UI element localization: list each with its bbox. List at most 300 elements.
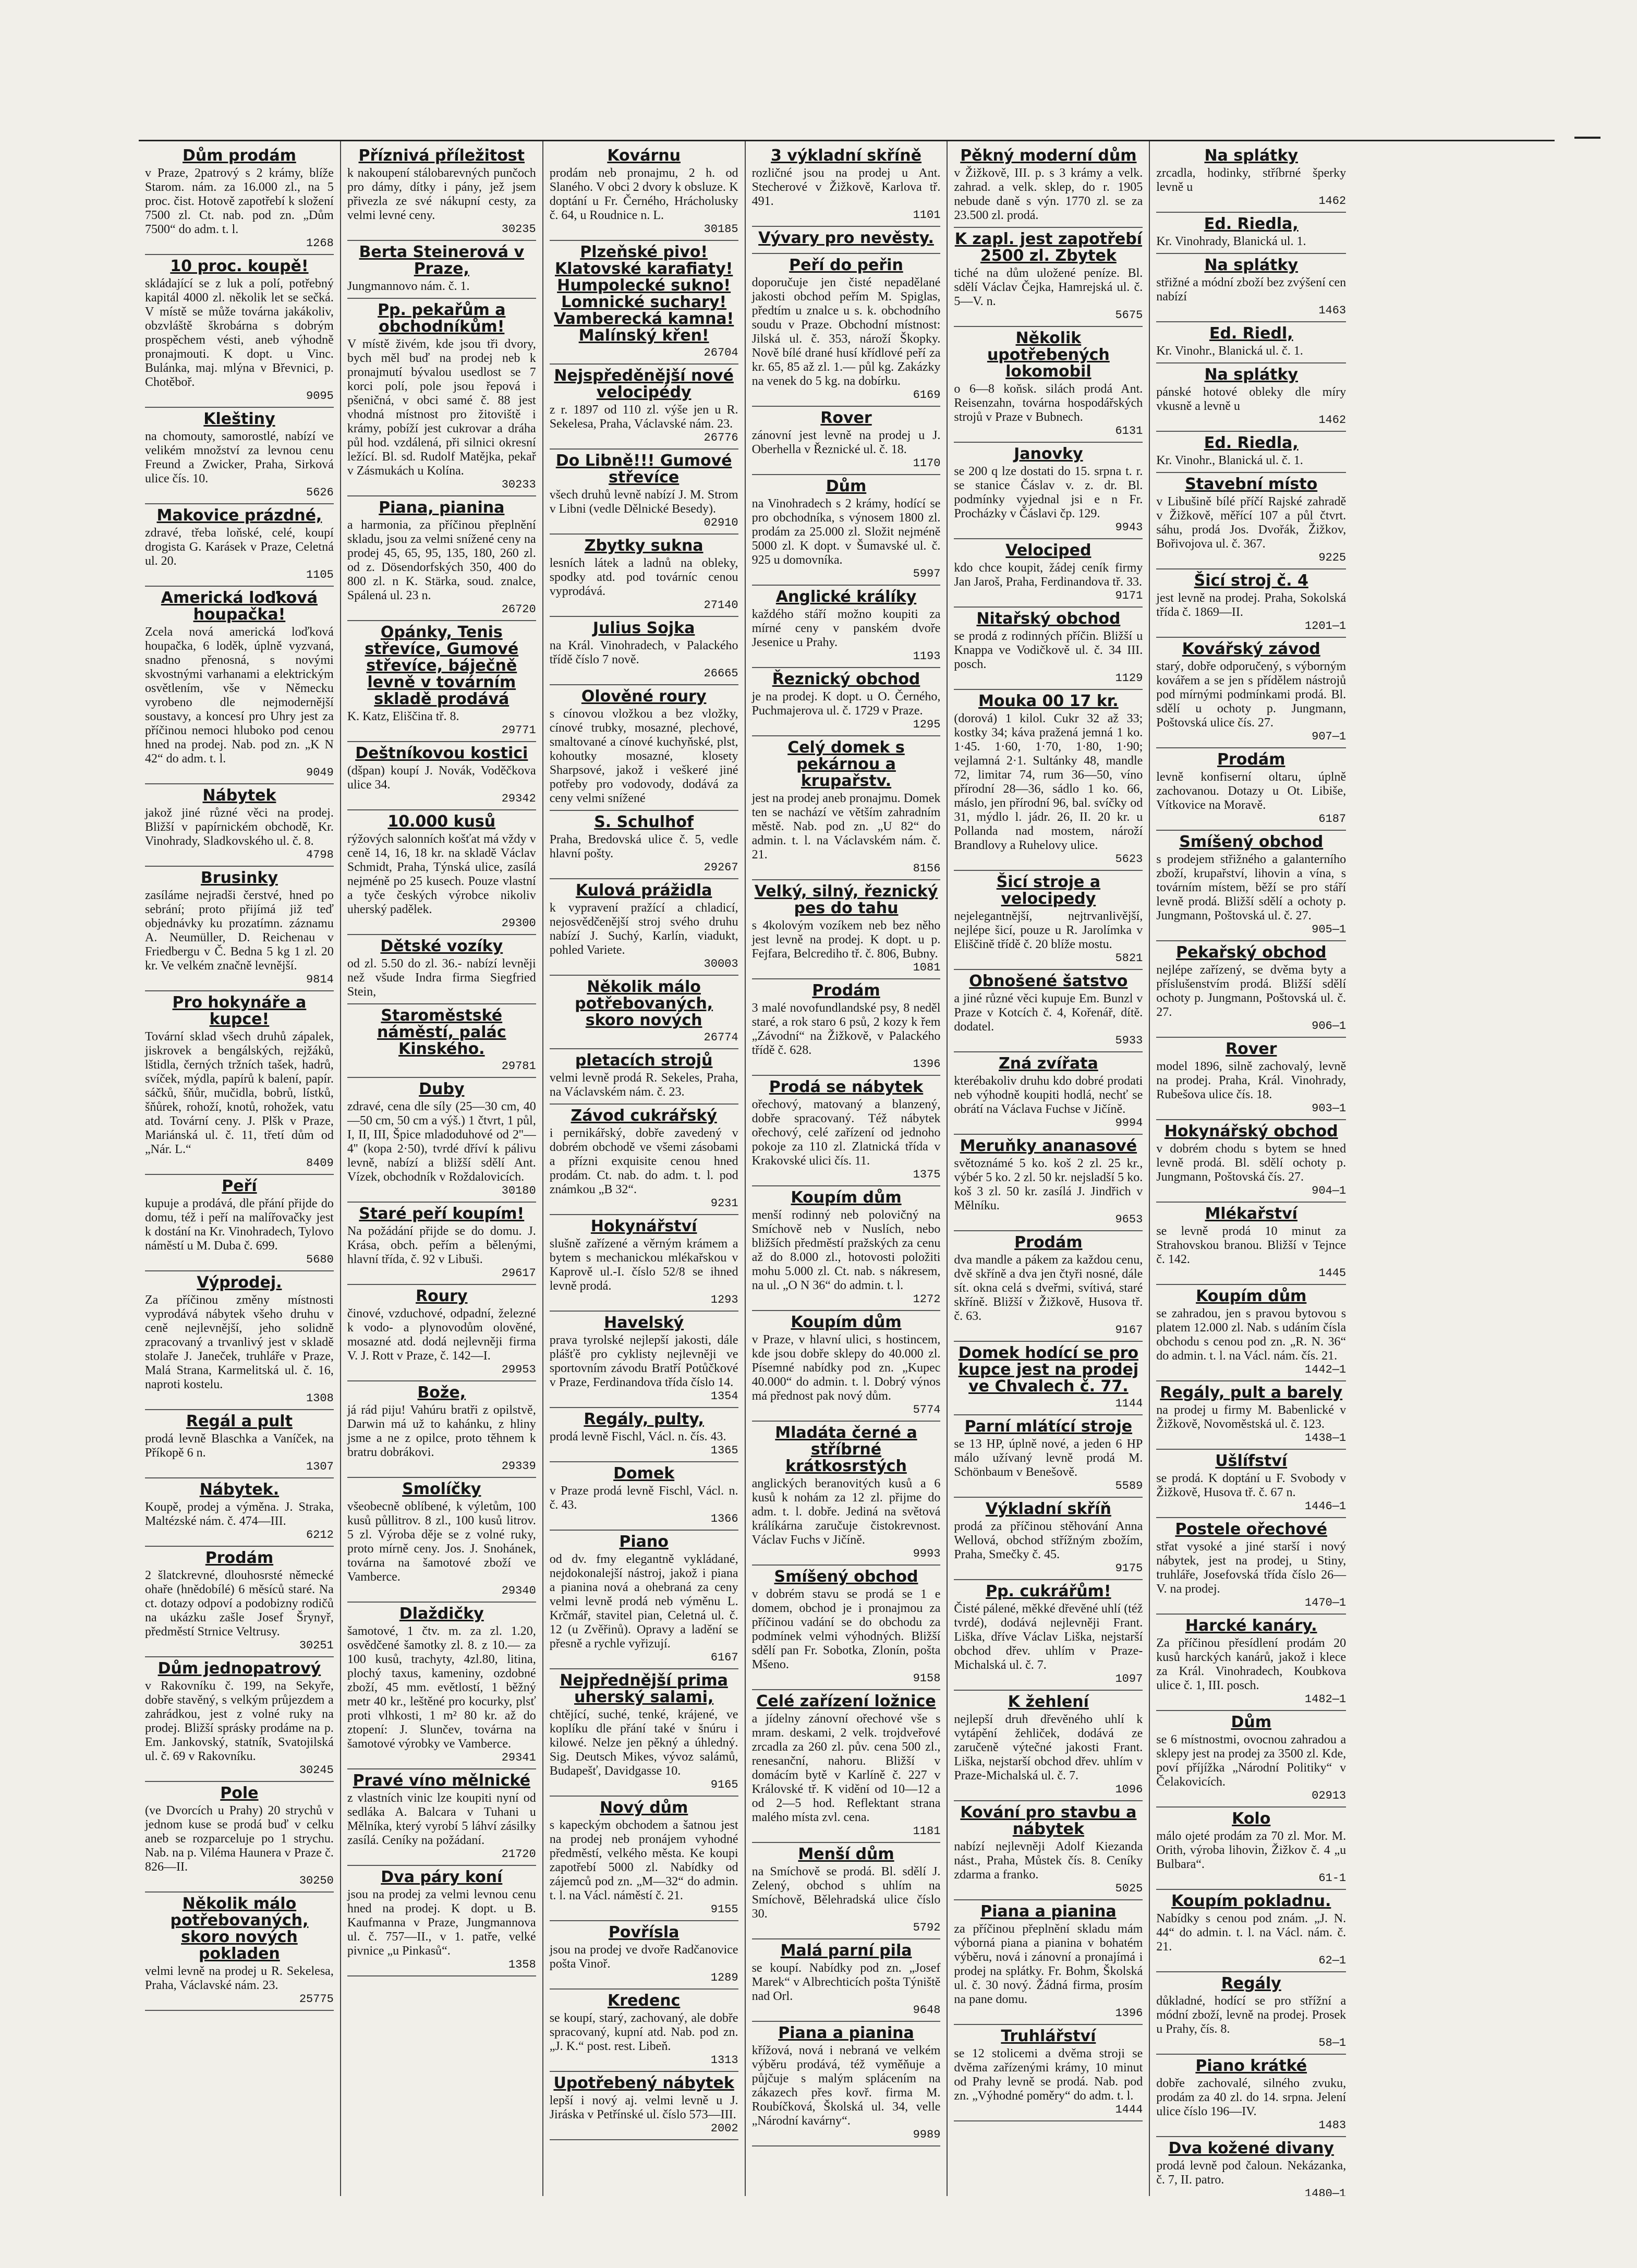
classified-ad	[550, 1408, 738, 1462]
ad-text: na chomouty, samorostlé, nabízí ve velikém množství za levnou cenu Freund a Zwicker, Praha, Sirková ulice čís. 10.	[145, 430, 334, 486]
classified-ad	[954, 1900, 1143, 2025]
ad-heading: Dům prodám	[183, 147, 296, 165]
ad-heading: Zbytky sukna	[584, 537, 704, 555]
ad-heading: Nejspředěnější nové velocipédy	[554, 367, 734, 402]
ad-text: s prodejem střižného a galanterního zboží, krupařství, lihovin a vína, s továrním místem, běží se pro stáří levně prodá. Bližší sdělí a ochoty p. Jungmann, Poštovská ul. č. 27.	[1156, 853, 1347, 923]
ad-number: 5792	[913, 1921, 941, 1934]
classified-ad	[550, 1531, 738, 1669]
ad-number: 29617	[501, 1267, 536, 1280]
ad-number: 30180	[501, 1184, 536, 1197]
classified-ad	[1156, 1615, 1346, 1711]
ad-number: 9653	[1115, 1213, 1143, 1226]
ad-heading: Dům jednopatrový	[157, 1659, 321, 1678]
ad-number: 1366	[710, 1512, 738, 1525]
ad-heading: Dva páry koní	[381, 1868, 503, 1886]
ad-number: 5680	[306, 1253, 334, 1266]
classified-ad	[752, 407, 941, 475]
ad-number: 1170	[913, 457, 941, 470]
ad-heading: Hokynářství	[590, 1217, 697, 1235]
ad-text: na Smíchově se prodá. Bl. sdělí J. Zelený, obchod s uhlím na Smíchově, Bělehradská ulice číslo 30.	[751, 1865, 941, 1921]
ad-text: kdo chce koupit, žádej ceník firmy Jan Jaroš, Praha, Ferdinandova tř. 33.	[954, 561, 1143, 589]
classified-ad	[550, 2072, 738, 2140]
classified-ad	[954, 228, 1143, 327]
ad-text: (dorová) 1 kilol. Cukr 32 až 33; kostky 34; káva pražená jemná 1 ko. 1·45. 1·60, 1·70, 1·80, 1·90; vejlamná 2·1. Sultánky 48, mandle 72, limitar 74, rum 36—50, víno přírodní 28—36, sádlo 1 ko. 66, máslo, jen přírodní 96, bal. svíčky od 31, mýdlo l. jádr. 26, II. 20 kr. u Pollanda nad mostem, nároží Brandlovy a Ruhelovy ulice.	[954, 712, 1143, 852]
classified-ad	[1156, 1711, 1346, 1808]
ad-number: 5933	[1115, 1034, 1143, 1047]
ad-text: je na prodej. K dopt. u O. Černého, Puchmajerova ul. č. 1729 v Praze.	[751, 690, 941, 718]
classified-ad	[1156, 569, 1346, 638]
ad-heading: Dva kožené divany	[1168, 2139, 1334, 2157]
ad-number: 30185	[704, 223, 738, 236]
classified-ad	[347, 1078, 536, 1203]
ad-heading: Havelský	[604, 1314, 684, 1332]
classified-ad	[550, 811, 738, 879]
ad-heading: Pp. pekařům a obchodníkům!	[378, 301, 506, 336]
classified-ad	[1156, 254, 1346, 322]
ad-text: se zahradou, jen s pravou bytovou s platem 12.000 zl. Nab. s udáním čísla obchodu s cenou pod zn. „R. N. 36“ do admin. t. l. na Václ. nám. čís. 21.	[1156, 1307, 1347, 1363]
ad-heading: Na splátky	[1204, 147, 1298, 165]
classified-ad	[145, 867, 334, 991]
ad-heading: Kredenc	[607, 1992, 681, 2010]
classified-ad	[347, 1285, 536, 1381]
ad-heading: Regály, pulty,	[584, 1410, 704, 1428]
classified-ad	[1156, 831, 1346, 941]
classified-ad	[145, 1271, 334, 1410]
ad-heading: Nový dům	[599, 1799, 688, 1817]
classified-ad	[550, 1990, 738, 2072]
ad-heading: Piana, pianina	[379, 499, 505, 517]
ad-text: dva mandle a pákem za každou cenu, dvě skříně a dva jen čtyři nosné, dále sít. okna celá s dveřmi, svítivá, staré skříně. Bližší v Žižkově, Husova tř. č. 63.	[954, 1253, 1143, 1323]
ad-number: 30245	[299, 1764, 334, 1777]
ad-number: 29267	[704, 861, 738, 874]
classified-ad	[145, 1657, 334, 1782]
ad-heading: Staroměstské náměstí, palác Kinského.	[377, 1006, 506, 1058]
ad-text: šamotové, 1 čtv. m. za zl. 1.20, osvědčené šamotky zl. 8. z 10.— za 100 kusů, trachyty, 4zl.80, litina, plochý taxus, kameniny, ozdobné zboží, 45 mm. evětlostí, 1 běžný metr 40 kr., leštěné pro kocurky, plsť proti vlhkosti, 1 m² 80 kr. až do ztopení: J. Slunčev, továrna na šamotové výrobky ve Vamberce.	[347, 1624, 536, 1751]
ad-number: 907—1	[1312, 730, 1347, 743]
classified-ad	[550, 450, 738, 535]
ad-heading: Pp. cukrářům!	[986, 1582, 1111, 1600]
ad-heading: Koupím dům	[791, 1313, 902, 1331]
ad-heading: Bože,	[417, 1384, 466, 1402]
ad-text: zasíláme nejradši čerstvé, hned po sebrání; proto přijímá již teď objednávky ku prozatímn. záznamu A. Neumüller, D. Reichenau v Friedbergu v Č. Bedna 5 kg 1 zl. 20 kr. Ve velkém značně levnější.	[145, 889, 334, 973]
ad-heading: Koupím pokladnu.	[1171, 1892, 1331, 1910]
ad-number: 2002	[710, 2122, 738, 2135]
ad-heading: Celé zařízení ložnice	[756, 1692, 936, 1711]
classified-columns	[139, 140, 1555, 2196]
classified-ad	[145, 144, 334, 255]
ad-number: 9648	[913, 2004, 941, 2017]
ad-text: z r. 1897 od 110 zl. výše jen u R. Sekelesa, Praha, Václavské nám. 23.	[549, 403, 738, 431]
ad-number: 1442—1	[1304, 1363, 1347, 1376]
ad-text: Na požádání přijde se do domu. J. Krása, obch. peřím a bělenými, hlavní třída, č. 92 v Libuši.	[347, 1224, 536, 1266]
classified-ad	[1156, 1972, 1346, 2055]
classified-ad	[550, 685, 738, 811]
ad-heading: Meruňky ananasové	[960, 1137, 1137, 1155]
column-4	[746, 141, 948, 2196]
ad-number: 1365	[710, 1444, 738, 1457]
classified-ad	[1156, 473, 1346, 569]
classified-ad	[347, 1603, 536, 1769]
ad-number: 1358	[508, 1958, 536, 1971]
ad-number: 26720	[501, 603, 536, 616]
ad-text: na Král. Vinohradech, v Palackého třídě číslo 7 nově.	[549, 639, 738, 666]
ad-text: k vypravení pražící a chladicí, nejosvědčenější stroj svého druhu nabízí J. Suchý, Karlín, viadukt, pohled Variete.	[549, 901, 738, 957]
ad-number: 9943	[1115, 521, 1143, 534]
ad-text: velmi levně na prodej u R. Sekelesa, Praha, Václavské nám. 23.	[145, 1964, 334, 1992]
ad-heading: Mouka 00 17 kr.	[978, 692, 1119, 710]
ad-heading: Dům	[826, 477, 867, 495]
ad-text: Kr. Vinohrady, Blanická ul. 1.	[1156, 235, 1306, 248]
classified-ad	[550, 535, 738, 617]
ad-text: Praha, Bredovská ulice č. 5, vedle hlavní pošty.	[549, 833, 738, 860]
ad-text: důkladné, hodící se pro střížní a módní zboží, levně na prodej. Prosek u Prahy, čís. 8.	[1156, 1994, 1347, 2036]
ad-number: 9175	[1115, 1562, 1143, 1575]
ad-number: 9231	[710, 1197, 738, 1210]
ad-number: 5997	[913, 567, 941, 580]
ad-heading: Nábytek	[202, 786, 276, 805]
ad-text: Koupě, prodej a výměna. J. Straka, Maltézské nám. č. 474—III.	[145, 1500, 334, 1528]
ad-text: i pernikářský, dobře zavedený v dobrém obchodě ve všemi zásobami a přízni exquisite cenou hned prodám. Ct. nab. do adm. t. l. pod známkou „B 32“.	[549, 1126, 738, 1196]
classified-ad	[1156, 1518, 1346, 1615]
ad-text: v Žižkově, III. p. s 3 krámy a velk. zahrad. a velk. sklep, do r. 1905 nebude daně s výn. 1770 zl. se za 23.500 zl. prodá.	[954, 166, 1143, 222]
ad-text: Kr. Vinohr., Blanická ul. č. 1.	[1156, 344, 1303, 358]
ad-heading: Ed. Riedla,	[1204, 434, 1299, 452]
ad-number: 1307	[306, 1460, 334, 1473]
ad-heading: Na splátky	[1204, 256, 1298, 274]
classified-ad	[550, 1797, 738, 1921]
ad-heading: Prodám	[1014, 1233, 1083, 1252]
ad-heading: Plzeňské pivo! Klatovské karafiaty! Humpolecké sukno! Lomnické suchary! Vamberecká kamna! Malínský křen!	[554, 243, 734, 345]
ad-heading: Kovářský závod	[1182, 640, 1320, 658]
classified-ad	[954, 443, 1143, 539]
ad-text: a harmonia, za příčinou přeplnění skladu, jsou za velmi snížené ceny na prodej 45, 65, 95, 135, 180, 260 zl. od z. Dösendorfských 350, 400 do 800 zl. n K. Stärka, soud. znalce, Spálená ul. 23 n.	[347, 518, 536, 602]
classified-ad	[1156, 941, 1346, 1038]
ad-number: 1129	[1115, 672, 1143, 685]
classified-ad	[752, 1311, 941, 1422]
ad-number: 1463	[1318, 304, 1347, 317]
ad-heading: Pole	[220, 1784, 259, 1802]
ad-text: prodá levně Fischl, Václ. n. čís. 43.	[549, 1430, 726, 1444]
classified-ad	[1156, 1808, 1346, 1890]
ad-heading: Vývary pro nevěsty.	[758, 229, 934, 247]
classified-ad	[954, 871, 1143, 970]
ad-heading: Smíšený obchod	[774, 1568, 918, 1586]
ad-text: doporučuje jen čisté nepadělané jakosti obchod peřím M. Spiglas, předtím u znalce u s. k. obchodního soudu v Praze. Obchodní místnost: Jilská ul. č. 353, nároží Škopky. Nově bílé drané husí křídlové peří za kr. 65, 85 až zl. 1.— půl kg. Zakázky na venek do 5 kg. na dobírku.	[751, 276, 941, 388]
ad-text: Kr. Vinohr., Blanická ul. č. 1.	[1156, 454, 1303, 467]
classified-ad	[550, 1312, 738, 1408]
ad-number: 4798	[306, 848, 334, 862]
ad-text: Jungmannovo nám. č. 1.	[347, 280, 470, 293]
column-6	[1150, 141, 1352, 2196]
ad-text: málo ojeté prodám za 70 zl. Mor. M. Orith, výroba lihovin, Žižkov č. 4 „u Bulbara“.	[1156, 1829, 1347, 1871]
ad-number: 9165	[710, 1778, 738, 1791]
ad-text: od dv. fmy elegantně vykládané, nejdokonalejší nástroj, jakož i piana a pianina nová a ohebraná za ceny velmi levně prodá neb výměnu L. Krčmář, stavitel pian, Celetná ul. č. 12 (u Zvěřinů). Opravy a ladění se přesně a rychle vyřizují.	[549, 1553, 738, 1651]
ad-text: kupuje a prodává, dle přání přijde do domu, též i peří na malířovačky jest k dostání na Kr. Vinohradech, Tylovo náměstí u M. Duba č. 699.	[145, 1197, 334, 1253]
ad-heading: Truhlářství	[1001, 2027, 1096, 2045]
classified-ad	[145, 587, 334, 784]
ad-heading: Šicí stroje a velocipedy	[996, 873, 1101, 908]
ad-number: 1462	[1318, 195, 1347, 208]
ad-text: zánovní jest levně na prodej u J. Oberhella v Řeznické ul. č. 18.	[751, 429, 941, 456]
ad-heading: Janovky	[1014, 445, 1083, 463]
classified-ad	[347, 1866, 536, 1976]
ad-text: nejelegantnější, nejtrvanlivější, nejlépe šicí, pouze u R. Jarolímka v Eliščině třídě č. 20 blíže mostu.	[954, 909, 1143, 951]
ad-text: zdravé, třeba loňské, celé, koupí drogista G. Karásek v Praze, Celetná ul. 20.	[145, 526, 334, 568]
ad-number: 29781	[501, 1060, 536, 1073]
ad-heading: Celý domek s pekárnou a krupařstv.	[787, 738, 905, 790]
ad-text: starý, dobře odporučený, s výborným kovářem a se jen s přídělem nástrojů pod mírnými podmínkami prodá. Bl. sdělí u ochoty p. Jungmann, Poštovská ulice čís. 27.	[1156, 660, 1347, 730]
ad-heading: Ušlífství	[1215, 1452, 1288, 1470]
classified-ad	[954, 2025, 1143, 2121]
ad-text: k nakoupení stálobarevných punčoch pro dámy, dítky i pány, jež jsem přivezla ze své nákupní cesty, za velmi levné ceny.	[347, 166, 536, 222]
ad-number: 5589	[1115, 1479, 1143, 1493]
column-5	[948, 141, 1150, 2196]
classified-ad	[550, 879, 738, 976]
ad-heading: Prodám	[205, 1549, 274, 1567]
classified-ad	[954, 1415, 1143, 1498]
ad-heading: Duby	[419, 1080, 465, 1098]
ad-heading: Piana a pianina	[778, 2024, 914, 2042]
ad-heading: Smíšený obchod	[1179, 833, 1324, 851]
ad-text: dobře zachovalé, silného zvuku, prodám za 40 zl. do 14. srpna. Jelení ulice číslo 196—IV.	[1156, 2077, 1347, 2118]
ad-text: prodá levně pod čaloun. Nekázanka, č. 7, II. patro.	[1156, 2159, 1347, 2187]
ad-number: 29341	[501, 1751, 536, 1764]
ad-number: 02913	[1312, 1789, 1347, 1802]
ad-text: Za příčinou změny místnosti vyprodává nábytek všeho druhu v ceně nejlevnější, jeho solidně zpracovaný a trvanlivý jest v skladě stolaře J. Janeček, truhláře v Praze, Malá Strana, Karmelitská ul. č. 16, naproti kostelu.	[145, 1293, 334, 1391]
ad-heading: Kulová prážidla	[575, 881, 712, 900]
ad-number: 906—1	[1312, 1020, 1347, 1033]
ad-number: 905—1	[1312, 923, 1347, 936]
ad-text: chtějící, suché, tenké, krájené, ve koplíku dle přání také v šnúru i kilowé. Nelze jen pěkný a úhledný. Sig. Deutsch Mikes, vývoz salámů, Budapešť, Davidgasse 10.	[549, 1708, 738, 1778]
ad-number: 1396	[913, 1058, 941, 1071]
ad-heading: Roury	[416, 1287, 468, 1305]
column-2	[341, 141, 543, 2196]
ad-text: rozličné jsou na prodej u Ant. Stecherové v Žižkově, Karlova tř. 491.	[751, 166, 941, 208]
classified-ad	[1156, 1203, 1346, 1285]
ad-heading: Julius Sojka	[592, 619, 695, 637]
classified-ad	[954, 608, 1143, 690]
classified-ad	[550, 1215, 738, 1312]
ad-text: každého stáří možno koupiti za mírné ceny v panském dvoře Jesenice u Prahy.	[751, 608, 941, 649]
classified-ad	[752, 736, 941, 880]
ad-number: 30251	[299, 1639, 334, 1652]
ad-text: velmi levně prodá R. Sekeles, Praha, na Václavském nám. č. 23.	[549, 1071, 738, 1099]
classified-ad	[1156, 1120, 1346, 1203]
ad-number: 1444	[1115, 2103, 1143, 2116]
ad-number: 30003	[704, 957, 738, 971]
ad-text: jsou na prodej za velmi levnou cenu hned na prodej. K dopt. u B. Kaufmanna v Praze, Jungmannova ul. č. 757—II., v 1. patře, velké pivnice „u Pinkasů“.	[347, 1888, 536, 1958]
classified-ad	[752, 1076, 941, 1186]
ad-heading: Povřísla	[608, 1923, 680, 1942]
ad-heading: Několik upotřebených lokomobil	[987, 329, 1110, 381]
ad-number: 1462	[1318, 414, 1347, 427]
classified-ad	[145, 1782, 334, 1893]
ad-text: křížová, nová i nebraná ve velkém výběru prodává, též vyměňuje a půjčuje s malým splácením na zákazech přes kovř. firma M. Roubíčková, Školská ul. 34, velle „Národní kavárny“.	[751, 2044, 941, 2128]
ad-text: z vlastních vinic lze koupiti nyní od sedláka A. Balcara v Tuhani u Mělníka, který vyrobí 5 láhví zásilky zasílá. Ceníky na požádaní.	[347, 1791, 536, 1847]
classified-ad	[347, 1203, 536, 1285]
ad-heading: Koupím dům	[1196, 1287, 1307, 1305]
ad-text: jsou na prodej ve dvoře Radčanovice pošta Vinoř.	[549, 1943, 738, 1971]
ad-heading: Anglické králíky	[775, 588, 917, 606]
classified-ad	[550, 617, 738, 685]
ad-heading: Malá parní pila	[780, 1942, 912, 1960]
ad-text: jest levně na prodej. Praha, Sokolská třída č. 1869—II.	[1156, 591, 1347, 619]
ad-number: 1354	[710, 1390, 738, 1403]
ad-number: 5623	[1115, 853, 1143, 866]
ad-number: 6187	[1318, 812, 1347, 826]
classified-ad	[752, 1566, 941, 1690]
ad-heading: 3 výkladní skříně	[770, 147, 922, 165]
ad-number: 1289	[710, 1971, 738, 1984]
ad-text: na prodej u firmy M. Babenlické v Žižkově, Novoměstská ul. č. 123.	[1156, 1403, 1347, 1431]
classified-ad	[347, 621, 536, 742]
classified-ad	[954, 1231, 1143, 1342]
ad-number: 1313	[710, 2054, 738, 2067]
classified-ad	[1156, 1450, 1346, 1518]
ad-number: 29953	[501, 1363, 536, 1376]
classified-ad	[145, 991, 334, 1175]
classified-ad	[954, 327, 1143, 443]
ad-number: 58—1	[1318, 2036, 1347, 2049]
classified-ad	[1156, 1038, 1346, 1120]
ad-heading: Domek hodící se pro kupce jest na prodej ve Chvalech č. 77.	[958, 1344, 1139, 1396]
ad-number: 9993	[913, 1547, 941, 1560]
classified-ad	[1156, 1381, 1346, 1450]
ad-number: 6131	[1115, 425, 1143, 438]
ad-number: 5821	[1115, 952, 1143, 965]
ad-number: 30250	[299, 1874, 334, 1887]
classified-ad	[145, 1478, 334, 1547]
ad-number: 9049	[306, 766, 334, 779]
ad-number: 9814	[306, 973, 334, 986]
classified-ad	[347, 241, 536, 299]
ad-heading: Výprodej.	[197, 1274, 282, 1292]
ad-heading: Brusinky	[200, 869, 278, 887]
ad-number: 8156	[913, 862, 941, 875]
ad-number: 26704	[704, 346, 738, 359]
ad-text: s kapeckým obchodem a šatnou jest na prodej neb pronájem vyhodné předměstí, velkého města. Ke koupi zapotřebí 5000 zl. Nabídky od zájemců pod zn. „M—32“ do admin. t. l. na Václ. náměstí č. 21.	[549, 1818, 738, 1902]
column-1	[139, 141, 341, 2196]
ad-heading: Prodám	[812, 981, 880, 1000]
ad-text: ořechový, matovaný a blanzený, dobře spracovaný. Též nábytek ořechový, celé zařízení od jednoho pokoje za 110 zl. Zlatnická třída v Krakovské ulici čís. 11.	[751, 1098, 941, 1168]
ad-number: 29340	[501, 1584, 536, 1597]
classified-ad	[954, 690, 1143, 871]
ad-number: 5675	[1115, 309, 1143, 322]
ad-heading: Pekařský obchod	[1175, 943, 1327, 962]
ad-number: 5025	[1115, 1882, 1143, 1895]
classified-ad	[145, 1547, 334, 1657]
ad-number: 1105	[306, 568, 334, 581]
ad-number: 6167	[710, 1651, 738, 1664]
ad-number: 5626	[306, 486, 334, 499]
ad-text: K. Katz, Eliščina tř. 8.	[347, 710, 459, 723]
ad-text: na Vinohradech s 2 krámy, hodící se pro obchodníka, s výnosem 1800 zl. prodám za 25.000 zl. Složit nejméně 5000 zl. K dopt. v Šumavské ul. č. 925 u domovníka.	[751, 497, 941, 567]
ad-heading: S. Schulhof	[594, 813, 694, 831]
classified-ad	[347, 144, 536, 241]
ad-number: 1483	[1318, 2119, 1347, 2132]
ad-text: pánské hotové obleky dle míry vkusně a levně u	[1156, 385, 1347, 413]
ad-heading: Nábytek.	[199, 1481, 280, 1499]
ad-number: 26665	[704, 667, 738, 680]
ad-text: nejlepší druh dřevěného uhlí k vytápění žehliček, dodává ze zaručeně výtečné jakosti Frant. Liška, nejstarší obchod dřev. uhlím v Praze-Michalská ul. č. 7.	[954, 1713, 1143, 1782]
ad-text: prodá za příčinou stěhování Anna Wellová, obchod střížným zbožím, Praha, Smečky č. 45.	[954, 1520, 1143, 1561]
classified-ad	[550, 365, 738, 450]
ad-heading: Olověné roury	[581, 687, 707, 706]
ad-heading: Stavební místo	[1185, 475, 1318, 493]
ad-number: 1293	[710, 1293, 738, 1306]
classified-ad	[550, 1049, 738, 1105]
ad-text: v Praze, 2patrový s 2 krámy, blíže Starom. nám. za 16.000 zl., na 5 proc. čist. Hotově zapotřebí k složení 7500 zl. Ct. nab. pod zn. „Dům 7500“ do adm. t. l.	[145, 166, 334, 236]
ad-number: 9989	[913, 2128, 941, 2141]
ad-number: 5774	[913, 1403, 941, 1416]
classified-ad	[954, 1342, 1143, 1415]
ad-heading: Kolo	[1232, 1810, 1271, 1828]
ad-heading: Harcké kanáry.	[1185, 1617, 1317, 1635]
classified-ad	[954, 1801, 1143, 1900]
ad-heading: Ed. Riedla,	[1204, 215, 1299, 233]
ad-text: 2 šlatckrevné, dlouhosrsté německé ohaře (hnědobílé) 6 měsíců staré. Na ct. dotazy odpoví a podobizny rodičů na ukázku zašle Josef Šrynyř, předměstí Strnice Veltrusy.	[145, 1569, 334, 1639]
classified-ad	[752, 586, 941, 668]
ad-heading: Pro hokynáře a kupce!	[172, 993, 307, 1028]
ad-heading: Dům	[1231, 1713, 1271, 1731]
classified-ad	[550, 1105, 738, 1215]
ad-heading: Dětské vozíky	[380, 937, 503, 955]
ad-text: v Rakovníku č. 199, na Sekyře, dobře stavěný, s velkým průjezdem a zahrádkou, jest z volné ruky na prodej. Bližší sprásky prodáme na p. Em. Jankovský, statník, Svatojilská ul. č. 69 v Rakovníku.	[145, 1679, 334, 1763]
ad-text: prodám neb pronajmu, 2 h. od Slaného. V obci 2 dvory k obsluze. K doptání u Fr. Černého, Hrácholusky č. 64, u Roudnice n. L.	[549, 166, 738, 222]
classified-ad	[1156, 322, 1346, 363]
classified-ad	[347, 810, 536, 935]
ad-text: se prodá z rodinných příčin. Bližší u Knappa ve Vodičkově ul. č. 34 III. posch.	[954, 629, 1143, 671]
classified-ad	[752, 1939, 941, 2022]
ad-heading: Příznivá příležitost	[358, 147, 525, 165]
ad-text: v Libušině bílé příčí Rajské zahradě v Žižkově, měřící 107 a půl čtvrt. sáhu, prodá Jos. Dvořák, Žižkov, Bořivojova ul. č. 367.	[1156, 495, 1347, 551]
classified-ad	[1156, 363, 1346, 432]
ad-number: 9171	[1115, 589, 1143, 602]
ad-text: Za příčinou přesídlení prodám 20 kusů harckých kanárů, jakož i klece za Král. Vinohradech, Koubkova ulice č. 1, III. posch.	[1156, 1636, 1347, 1692]
ad-text: se prodá. K doptání u F. Svobody v Žižkově, Husova tř. č. 67 n.	[1156, 1472, 1347, 1499]
ad-number: 9167	[1115, 1324, 1143, 1337]
ad-heading: Velký, silný, řeznický pes do tahu	[754, 882, 938, 917]
ad-number: 25775	[299, 1993, 334, 2006]
ad-text: anglických beranovitých kusů a 6 kusů k nohám za 12 zl. přijme do adm. t. l. dobře. Jediná na světová králíkárna zaručuje čistokrevnost. Václav Fuchs v Jičíně.	[751, 1477, 941, 1547]
classified-ad	[752, 1422, 941, 1566]
ad-text: V místě živém, kde jsou tři dvory, bych měl buď na prodej neb k pronajmutí bývalou usedlost se 7 korci polí, pole jsou řepová i pšeničná, v obci samé č. 88 jest vhodná místnost pro žitoviště i krámy, pobíží jest cukrovar a dráha půl hod. vzdálená, při silnici okresní ležící. Bl. sd. Rudolf Matějka, pekař v Zásmukách u Kolína.	[347, 337, 536, 478]
classified-ad	[752, 1186, 941, 1311]
ad-text: model 1896, silně zachovalý, levně na prodej. Praha, Král. Vinohrady, Rubešova ulice čís. 18.	[1156, 1060, 1347, 1101]
ad-text: Zcela nová americká loďková houpačka, 6 loděk, úplně vyzvaná, snadno přenosná, s novými skvostnými varhanami a elektrickým osvětlením, vše v Německu vyrobeno dle nejmodernější soustavy, a koncesí pro Uhry jest za příčinou nemoci hluboko pod cenou hned na prodej. Nab. pod zn. „K N 42“ do adm. t. l.	[145, 625, 334, 766]
ad-number: 1144	[1115, 1397, 1143, 1410]
classified-ad	[954, 144, 1143, 228]
ad-heading: Rover	[820, 409, 872, 427]
classified-ad	[954, 1135, 1143, 1231]
ad-number: 1445	[1318, 1267, 1347, 1280]
classified-ad	[145, 255, 334, 408]
ad-text: zrcadla, hodinky, stříbrné šperky levně u	[1156, 166, 1347, 194]
ad-heading: Peří	[222, 1177, 257, 1195]
classified-ad	[550, 1921, 738, 1990]
classified-ad	[145, 784, 334, 867]
ad-heading: Kování pro stavbu a nábytek	[960, 1803, 1137, 1838]
classified-ad	[954, 1052, 1143, 1135]
classified-ad	[752, 254, 941, 407]
ad-number: 27140	[704, 599, 738, 612]
ad-heading: Kovárnu	[607, 147, 681, 165]
classified-ad	[752, 475, 941, 586]
ad-heading: Peří do peřin	[789, 256, 903, 274]
ad-heading: Několik málo potřebovaných, skoro nových pokladen	[170, 1895, 309, 1963]
ad-heading: Upotřebený nábytek	[553, 2074, 734, 2092]
classified-ad	[752, 227, 941, 254]
